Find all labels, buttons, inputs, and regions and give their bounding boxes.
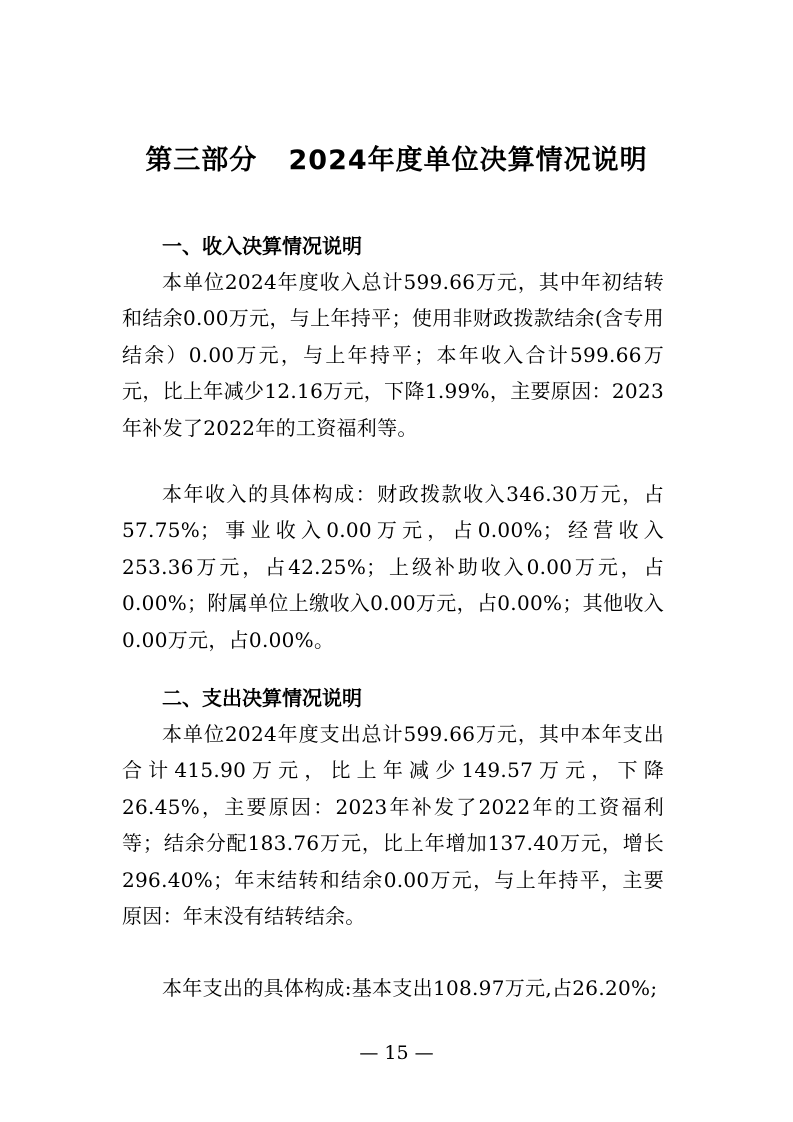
- page-number: — 15 —: [359, 1042, 434, 1064]
- paragraph-expenditure-composition: 本年支出的具体构成:基本支出108.97万元,占26.20%;: [162, 976, 658, 1000]
- section-heading-income: 一、收入决算情况说明: [162, 234, 362, 258]
- paragraph-income-composition: 本年收入的具体构成：财政拨款收入346.30万元，占57.75%；事业收入0.00万元，占0.00%；经营收入253.36万元，占42.25%；上级补助收入0.00万元，占0.00%；附属单位上缴收入0.00万元，占0.00%；其他收入0.00万元，占0.00%。: [122, 482, 664, 652]
- paragraph-income-summary: 本单位2024年度收入总计599.66万元，其中年初结转和结余0.00万元，与上年持平；使用非财政拨款结余(含专用结余）0.00万元，与上年持平；本年收入合计599.66万元，比上年减少12.16万元，下降1.99%，主要原因：2023年补发了2022年的工资福利等。: [122, 270, 664, 440]
- section-heading-expenditure: 二、支出决算情况说明: [162, 686, 362, 710]
- paragraph-expenditure-summary: 本单位2024年度支出总计599.66万元，其中本年支出合计415.90万元，比上年减少149.57万元，下降26.45%，主要原因：2023年补发了2022年的工资福利等；结余分配183.76万元，比上年增加137.40万元，增长296.40%；年末结转和结余0.00万元，与上年持平，主要原因：年末没有结转结余。: [122, 722, 664, 929]
- page-title: 第三部分 2024年度单位决算情况说明: [145, 145, 648, 176]
